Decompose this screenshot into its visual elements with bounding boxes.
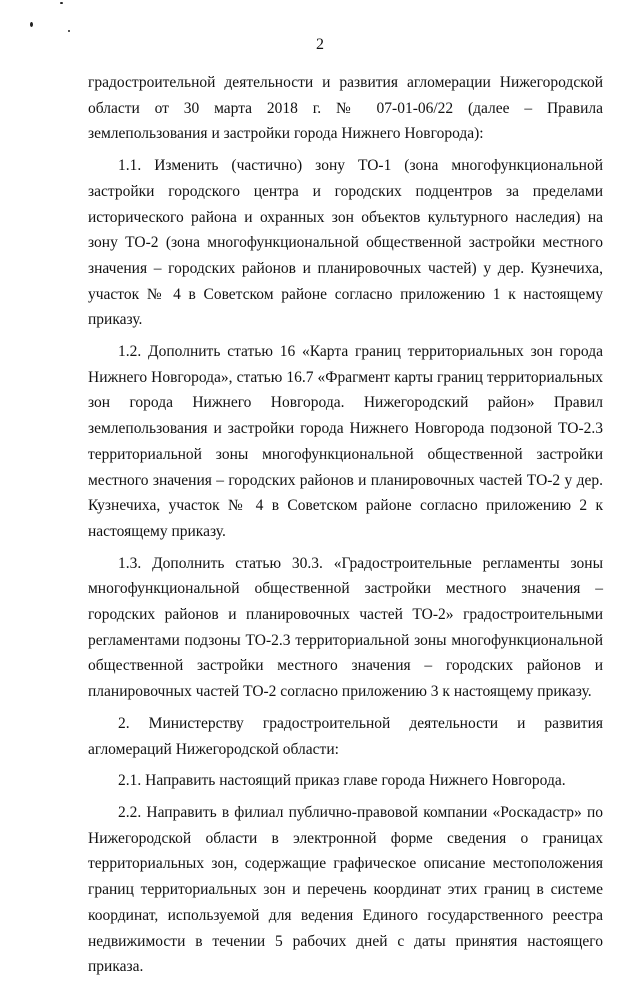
scan-speck	[60, 2, 63, 4]
paragraph-continuation: градостроительной деятельности и развития агломерации Нижегородской области от 30 марта 2018 г. № 07-01-06/22 (далее – Правила землепользования и застройки города Нижнего Новгорода):	[88, 74, 603, 143]
page-number: 2	[316, 36, 324, 53]
paragraph-1-1: 1.1. Изменить (частично) зону ТО-1 (зона многофункциональной застройки городского центра и городских подцентров за пределами исторического района и охранных зон объектов культурного наследия) на зону ТО-2 (зона многофункциональной общественной застройки местного значения – городских районов и планировочных частей) у дер. Кузнечиха, участок № 4 в Советском районе согласно приложению 1 к настоящему приказу.	[88, 157, 603, 329]
paragraph-2: 2. Министерству градостроительной деятельности и развития агломераций Нижегородской области:	[88, 714, 603, 758]
paragraph-2-1: 2.1. Направить настоящий приказ главе города Нижнего Новгорода.	[118, 772, 566, 790]
document-body	[88, 70, 603, 986]
paragraph-1-2: 1.2. Дополнить статью 16 «Карта границ территориальных зон города Нижнего Новгорода», статью 16.7 «Фрагмент карты границ территориальных зон города Нижнего Новгорода. Нижегородский район» Правил землепользования и застройки города Нижнего Новгорода подзоной ТО-2.3 территориальной зоны многофункциональной общественной застройки местного значения – городских районов и планировочных частей ТО-2 у дер. Кузнечиха, участок № 4 в Советском районе согласно приложению 2 к настоящему приказу.	[88, 343, 603, 540]
scan-speck	[30, 22, 33, 27]
scan-speck	[68, 30, 70, 32]
paragraph-2-2: 2.2. Направить в филиал публично-правовой компании «Роскадастр» по Нижегородской области в электронной форме сведения о границах территориальных зон, содержащие графическое описание местоположения границ территориальных зон и перечень координат этих границ в системе координат, используемой для ведения Единого государственного реестра недвижимости в течении 5 рабочих дней с даты принятия настоящего приказа.	[88, 803, 603, 976]
paragraph-1-3: 1.3. Дополнить статью 30.3. «Градостроительные регламенты зоны многофункциональной общественной застройки местного значения – городских районов и планировочных частей ТО-2» градостроительными регламентами подзоны ТО-2.3 территориальной зоны многофункциональной общественной застройки местного значения – городских районов и планировочных частей ТО-2 согласно приложению 3 к настоящему приказу.	[88, 554, 603, 701]
